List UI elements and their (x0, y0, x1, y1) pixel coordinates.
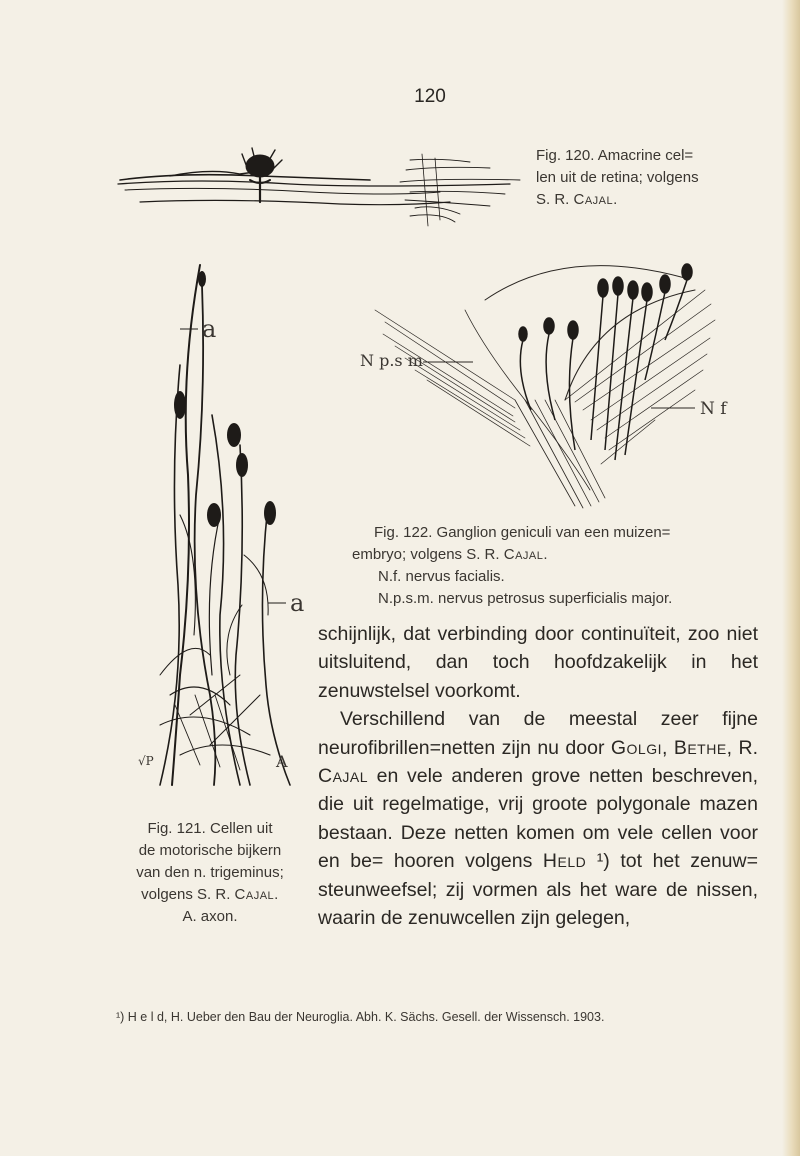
body-paragraph-2-part-5: ¹) tot het zenuw= steunweefsel; zij vormen als het ware de nissen, waarin de zenuwcellen zijn gelegen, (318, 850, 758, 930)
fig-121-label-left: √P (138, 754, 154, 768)
fig-122-ganglion-drawing (360, 250, 745, 518)
fig-120-caption-line-1: Fig. 120. Amacrine cel= (536, 147, 694, 164)
body-paragraph-2 (318, 705, 758, 932)
fig-121-author: Cajal. (234, 886, 279, 903)
fig-121-caption-line-2: de motorische bijkern (138, 842, 282, 859)
author-cajal: Cajal (318, 765, 369, 788)
fig-120-caption-line-3: S. R. (536, 191, 574, 208)
fig-122-caption (352, 522, 774, 610)
body-paragraph-2-part-3: , R. (726, 736, 758, 759)
fig-122-label-nf: N f (700, 399, 727, 419)
fig-121-caption-line-5: A. axon. (182, 908, 238, 925)
page-number: 120 (414, 86, 446, 107)
fig-121-caption-line-1: Fig. 121. Cellen uit (147, 820, 273, 837)
fig-120-caption (536, 145, 786, 211)
author-golgi: Golgi (610, 736, 662, 759)
fig-121-caption (110, 818, 310, 928)
fig-122-label-npsm: N p.s m (360, 351, 423, 370)
fig-121-label-a-mid: a (290, 589, 305, 617)
fig-121-caption-line-3: van den n. trigeminus; (136, 864, 284, 881)
body-paragraph-2-part-4: en vele anderen grove netten beschreven, die uit regelmatige, vrij groote polygonale mazen bestaan. Deze netten komen om vele cellen voor en be= hooren volgens (318, 765, 758, 873)
body-paragraph-2-part-2: , (661, 736, 674, 759)
fig-120-author: Cajal. (573, 191, 618, 208)
fig-121-label-bottom: A (276, 752, 288, 771)
fig-120-amacrine-cell-drawing (110, 140, 530, 235)
fig-120-caption-line-2: len uit de retina; volgens (536, 169, 699, 186)
fig-122-legend-nf: N.f. nervus facialis. (378, 568, 505, 585)
fig-121-caption-line-4: volgens S. R. (141, 886, 235, 903)
fig-122-author: Cajal. (503, 546, 549, 563)
author-held: Held (542, 850, 587, 873)
author-bethe: Bethe (673, 736, 727, 759)
body-paragraph-2-part-1: Verschillend van de meestal zeer fijne neurofibrillen=netten zijn nu door (318, 708, 758, 759)
fig-122-caption-line-2: embryo; volgens S. R. (352, 546, 504, 563)
fig-122-caption-line-1: Fig. 122. Ganglion geniculi van een muizen= (374, 524, 671, 541)
footnote: ¹) H e l d, H. Ueber den Bau der Neuroglia. Abh. K. Sächs. Gesell. der Wissensch. 1903. (116, 1010, 605, 1024)
fig-121-motor-cells-drawing (140, 255, 315, 795)
body-text (318, 620, 758, 932)
fig-121-label-a-top: a (202, 315, 217, 343)
body-paragraph-1: schijnlijk, dat verbinding door continuïteit, zoo niet uitsluitend, dan toch hoofdzakelijk in het zenuwstelsel voorkomt. (318, 623, 758, 702)
fig-122-legend-npsm: N.p.s.m. nervus petrosus superficialis major. (378, 590, 673, 607)
